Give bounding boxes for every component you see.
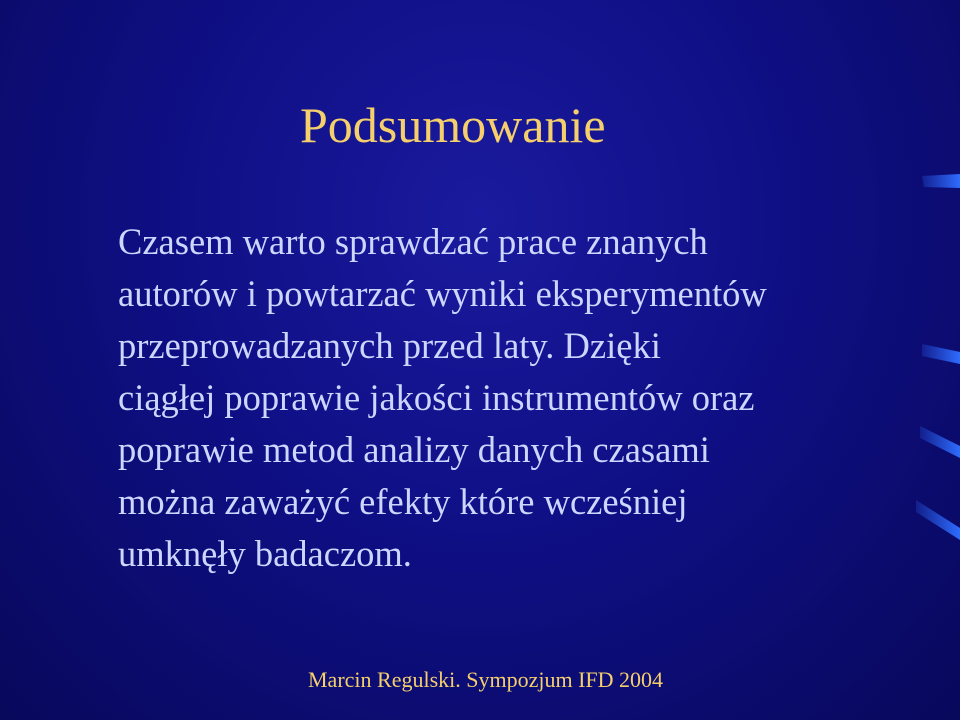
- slide-body: [118, 216, 898, 580]
- body-line: umknęły badaczom.: [118, 533, 412, 574]
- body-line: można zaważyć efekty które wcześniej: [118, 481, 688, 522]
- body-line: Czasem warto sprawdzać prace znanych: [118, 221, 708, 262]
- body-line: ciągłej poprawie jakości instrumentów oraz: [118, 377, 755, 418]
- body-line: przeprowadzanych przed laty. Dzięki: [118, 325, 661, 366]
- body-line: poprawie metod analizy danych czasami: [118, 429, 710, 470]
- body-line: autorów i powtarzać wyniki eksperymentów: [118, 273, 767, 314]
- slide-footer: Marcin Regulski. Sympozjum IFD 2004: [308, 667, 664, 692]
- light-stroke-decoration-icon: [900, 0, 960, 720]
- slide-title: Podsumowanie: [300, 97, 606, 153]
